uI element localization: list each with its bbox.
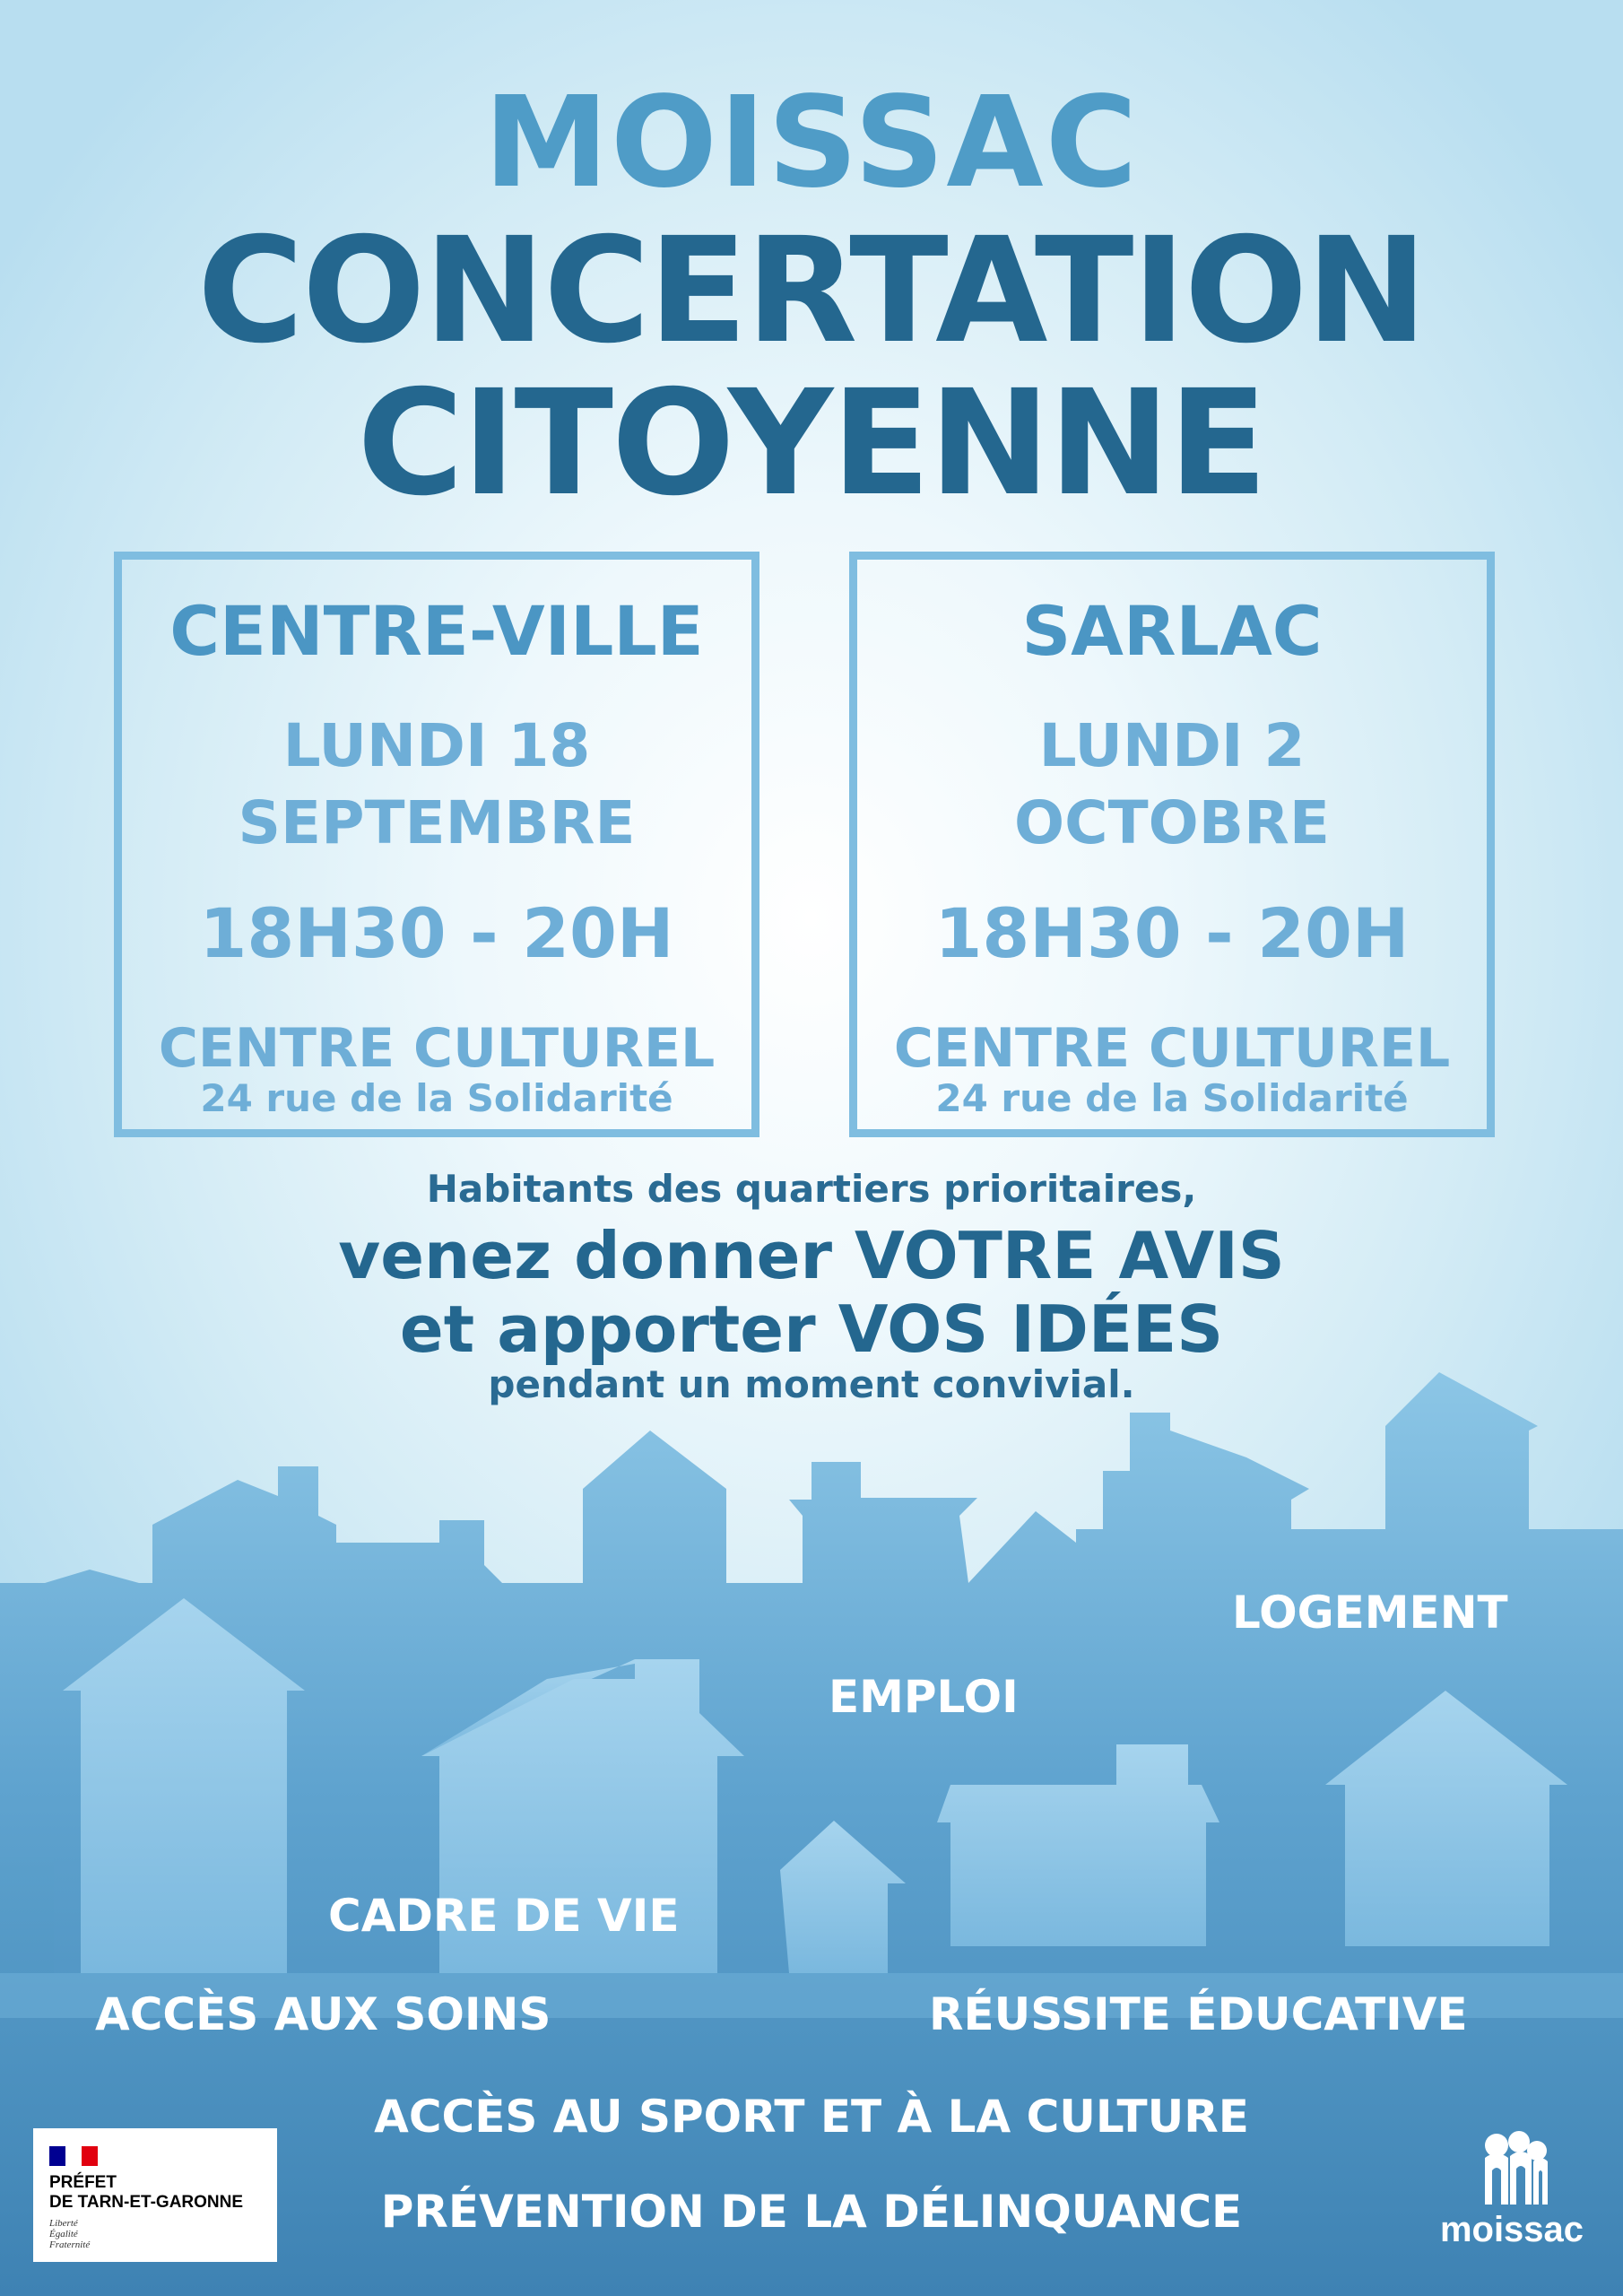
prefet-logo [33,2128,277,2262]
motto-fraternite: Fraternité [49,2239,91,2250]
invitation-line-2: venez donner VOTRE AVIS [338,1218,1285,1293]
session-date-line-2: SEPTEMBRE [238,788,636,857]
session-location: SARLAC [1021,591,1323,671]
theme-reussite-educative: RÉUSSITE ÉDUCATIVE [929,1988,1468,2040]
invitation-line-3: et apporter VOS IDÉES [399,1292,1224,1367]
marianne-flag-icon [49,2146,98,2166]
session-date [122,708,751,862]
moissac-cloister-icon [1467,2131,1557,2210]
invitation-line-4: pendant un moment convivial. [488,1362,1135,1406]
session-address: 24 rue de la Solidarité [935,1076,1409,1120]
session-venue: CENTRE CULTUREL [893,1017,1451,1080]
motto-egalite: Égalité [49,2229,78,2239]
session-venue: CENTRE CULTUREL [158,1017,716,1080]
prefet-title: PRÉFET [49,2173,117,2192]
session-date-line-1: LUNDI 2 [1038,711,1306,780]
theme-emploi: EMPLOI [829,1671,1019,1723]
session-address: 24 rue de la Solidarité [200,1076,673,1120]
session-date-line-1: LUNDI 18 [282,711,591,780]
city-logo [1431,2131,1593,2257]
theme-acces-sport-culture: ACCÈS AU SPORT ET À LA CULTURE [374,2091,1249,2143]
motto-liberte: Liberté [49,2218,78,2229]
session-card-centre-ville [114,552,759,1137]
city-logo-text: moissac [1439,2210,1584,2249]
title-line-2: CITOYENNE [357,360,1266,528]
session-date-line-2: OCTOBRE [1014,788,1330,857]
session-card-sarlac [849,552,1495,1137]
theme-acces-aux-soins: ACCÈS AUX SOINS [95,1988,551,2040]
theme-prevention-delinquance: PRÉVENTION DE LA DÉLINQUANCE [380,2186,1243,2238]
theme-logement: LOGEMENT [1232,1587,1508,1639]
session-time: 18H30 - 20H [199,893,674,973]
session-date [857,708,1487,862]
town-name: MOISSAC [483,70,1140,216]
prefet-motto [49,2218,277,2250]
session-time: 18H30 - 20H [934,893,1410,973]
prefet-department: DE TARN-ET-GARONNE [49,2193,244,2212]
session-location: CENTRE-VILLE [169,591,704,671]
invitation-line-1: Habitants des quartiers prioritaires, [426,1167,1197,1211]
theme-cadre-de-vie: CADRE DE VIE [328,1890,680,1942]
title-line-1: CONCERTATION [196,207,1426,376]
